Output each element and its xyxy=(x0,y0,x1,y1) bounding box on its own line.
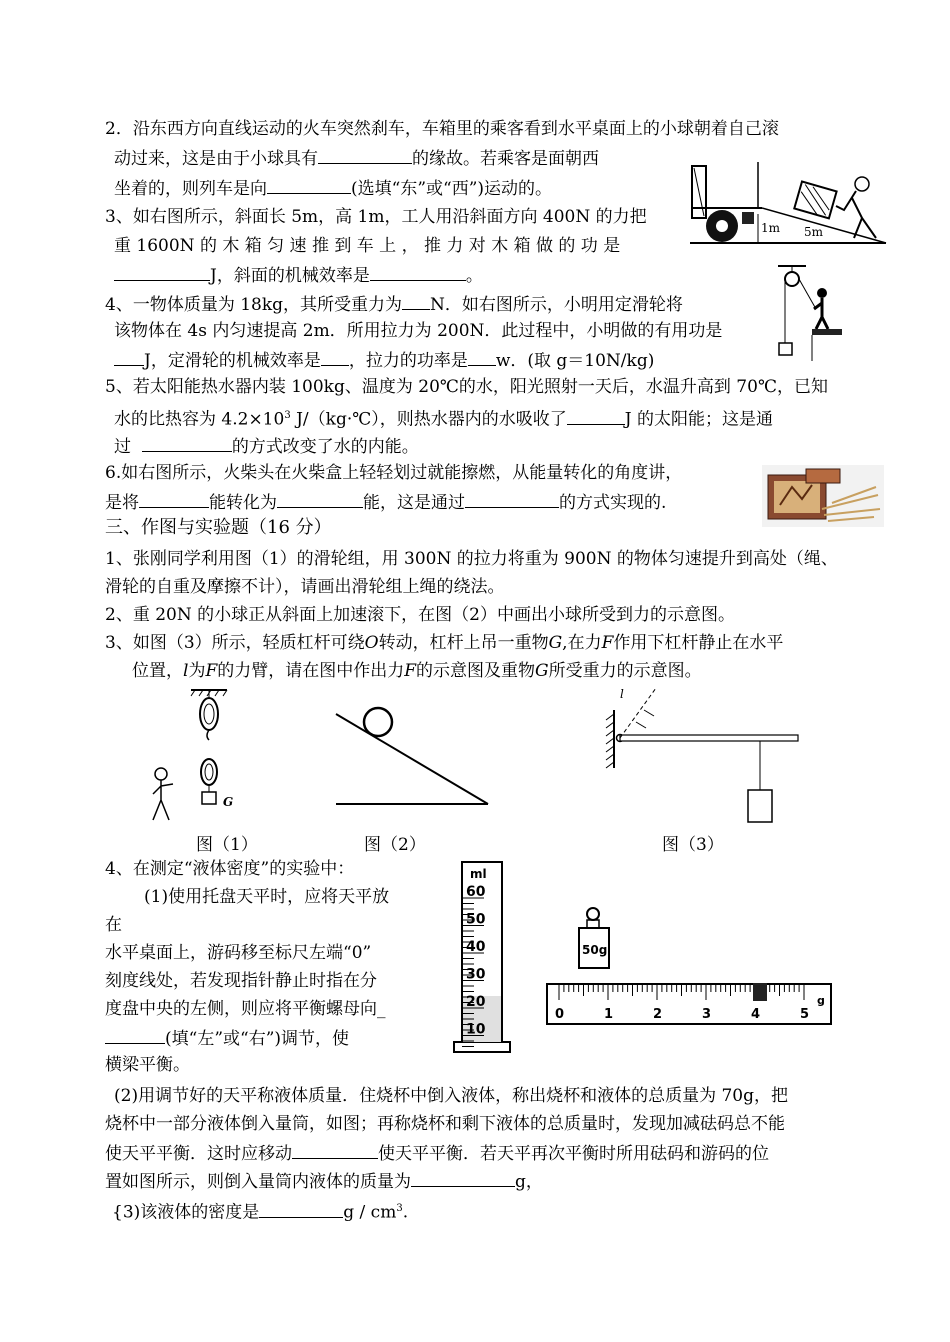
scale-tick-label: 4 xyxy=(751,1007,761,1022)
density-s3-text-a: {3)该液体的密度是 xyxy=(112,1202,260,1223)
q5-line2-text-a: 水的比热容为 4.2×10 xyxy=(114,409,285,430)
q3-line3-text-b: 。 xyxy=(465,266,483,286)
q5-line3-text-b: 的方式改变了水的内能。 xyxy=(231,437,419,457)
s3-p3-text: 所受重力的示意图。 xyxy=(548,661,702,681)
density-title: 4、在测定“液体密度”的实验中： xyxy=(105,859,355,879)
density-s2-line4-text-a: 置如图所示，则倒入量筒内液体的质量为 xyxy=(105,1172,411,1192)
density-s1-line6 xyxy=(105,1026,349,1050)
q4-line1 xyxy=(105,292,683,316)
q6-line2-text-a: 是将 xyxy=(105,493,139,513)
q5-line2-text-c: J 的太阳能；这是通 xyxy=(624,409,773,430)
answer-blank[interactable] xyxy=(142,434,232,452)
scale-tick-label: 0 xyxy=(555,1007,565,1022)
answer-blank[interactable] xyxy=(259,1200,343,1218)
q6-line2 xyxy=(105,490,666,514)
answer-blank[interactable] xyxy=(465,490,559,508)
answer-blank[interactable] xyxy=(411,1169,515,1187)
symbol-g: G xyxy=(535,661,549,681)
q4-line3-text-b: ，拉力的功率是 xyxy=(348,351,468,371)
s3-p3-line2 xyxy=(132,660,702,682)
answer-blank[interactable] xyxy=(321,348,349,366)
q3-line3 xyxy=(114,263,483,287)
answer-blank[interactable] xyxy=(277,490,363,508)
cylinder-unit: ml xyxy=(470,867,487,881)
s3-p3-line1 xyxy=(105,632,783,654)
section3-title: 三、作图与实验题（16 分） xyxy=(105,517,332,538)
cylinder-tick-label: 40 xyxy=(466,939,486,955)
q6-line2-text-c: 能，这是通过 xyxy=(363,493,465,513)
matchbox-figure xyxy=(762,465,884,527)
s3-p3-text: 作用下杠杆静止在水平 xyxy=(613,633,784,653)
answer-blank[interactable] xyxy=(139,490,209,508)
density-s2-line4-text-b: g， xyxy=(515,1172,543,1192)
q2-line2 xyxy=(114,146,599,170)
density-s2-line2: 烧杯中一部分液体倒入量筒，如图；再称烧杯和剩下液体的总质量时，发现加减砝码总不能 xyxy=(105,1114,785,1134)
figure2-caption: 图（2） xyxy=(364,835,426,855)
q4-line3-text-c: w．(取 g＝10N/kg) xyxy=(495,351,655,371)
fixed-pulley-figure xyxy=(772,263,844,363)
q4-line2: 该物体在 4s 内匀速提高 2m．所用拉力为 200N．此过程中，小明做的有用功是 xyxy=(114,321,723,341)
q4-line3-text-a: J，定滑轮的机械效率是 xyxy=(144,351,321,371)
density-exponent: 3 xyxy=(396,1203,403,1214)
q5-line1: 5、若太阳能热水器内装 100kg、温度为 20℃的水，阳光照射一天后，水温升高到 70℃，已知 xyxy=(105,377,828,397)
scale-tick-label: 5 xyxy=(800,1007,810,1022)
s3-p3-text: ,在力 xyxy=(562,633,602,653)
s3-p3-text: 的示意图及重物 xyxy=(416,661,536,681)
scale-tick-label: 1 xyxy=(604,1007,614,1022)
density-s1-line5: 度盘中央的左侧，则应将平衡螺母向_ xyxy=(105,999,386,1019)
answer-blank[interactable] xyxy=(114,263,210,281)
s3-p2: 2、重 20N 的小球正从斜面上加速滚下，在图（2）中画出小球所受到力的示意图。 xyxy=(105,605,735,625)
density-s1-line2: 在 xyxy=(105,915,122,935)
density-s2-line3 xyxy=(105,1141,769,1165)
q6-line2-text-d: 的方式实现的. xyxy=(559,493,667,513)
q4-line1-text-b: N．如右图所示，小明用定滑轮将 xyxy=(430,295,683,315)
density-s2-line4 xyxy=(105,1169,543,1193)
q6-line2-text-b: 能转化为 xyxy=(209,493,277,513)
symbol-f: F xyxy=(404,661,417,681)
rider-marker[interactable] xyxy=(753,983,767,1001)
answer-blank[interactable] xyxy=(402,292,430,310)
wooden-crate xyxy=(794,182,836,219)
density-s2-line3-text-b: 使天平平衡．若天平再次平衡时所用砝码和游码的位 xyxy=(378,1144,769,1164)
q2-line2-text-a: 动过来，这是由于小球具有 xyxy=(114,149,318,169)
answer-blank[interactable] xyxy=(318,146,412,164)
q5-line3 xyxy=(114,434,419,458)
s3-p3-text: 3、如图（3）所示，轻质杠杆可绕 xyxy=(105,633,365,653)
weight-50g xyxy=(576,906,612,972)
lever-arm-label: l xyxy=(620,687,624,701)
answer-blank[interactable] xyxy=(105,1026,165,1044)
symbol-f: F xyxy=(601,633,614,653)
weight-g-label: G xyxy=(223,795,234,809)
q2-line3-text-a: 坐着的，则列车是向 xyxy=(114,179,267,199)
figure1-caption: 图（1） xyxy=(196,835,258,855)
incline-truck-figure xyxy=(686,158,890,252)
q5-line2 xyxy=(114,405,773,431)
cylinder-tick-label: 10 xyxy=(466,1021,486,1038)
density-s1-line4: 刻度线处，若发现指针静止时指在分 xyxy=(105,971,377,991)
cylinder-tick-label: 50 xyxy=(466,911,486,928)
answer-blank[interactable] xyxy=(370,263,466,281)
incline-height-label: 1m xyxy=(761,221,781,235)
q2-line3-text-b: (选填“东”或“西”)运动的。 xyxy=(351,179,553,199)
ball-incline-figure xyxy=(330,702,492,812)
density-s1-line6-text: (填“左”或“右”)调节，使 xyxy=(165,1029,350,1049)
q2-line1: 2．沿东西方向直线运动的火车突然刹车，车箱里的乘客看到水平桌面上的小球朝着自己滚 xyxy=(105,119,779,139)
q2-line2-text-b: 的缘故。若乘客是面朝西 xyxy=(412,149,599,169)
s3-p3-text: 的力臂，请在图中作出力 xyxy=(217,661,405,681)
s3-p1-line1: 1、张刚同学利用图（1）的滑轮组，用 300N 的拉力将重为 900N 的物体匀速提升到高处（绳、 xyxy=(105,549,838,569)
weight-label: 50g xyxy=(582,943,608,957)
density-s2-line3-text-a: 使天平平衡．这时应移动 xyxy=(105,1144,292,1164)
density-s3-text-c: . xyxy=(402,1202,409,1223)
s3-p3-text: 转动，杠杆上吊一重物 xyxy=(378,633,549,653)
pulley-block-figure xyxy=(145,688,245,828)
density-s3-line xyxy=(112,1198,408,1224)
q4-line1-text-a: 4、一物体质量为 18kg，其所受重力为 xyxy=(105,295,403,315)
q6-line1: 6.如右图所示，火柴头在火柴盒上轻轻划过就能擦燃，从能量转化的角度讲， xyxy=(105,463,683,483)
q3-line2: 重 1600N 的 木 箱 匀 速 推 到 车 上 ， 推 力 对 木 箱 做 的 功 是 xyxy=(114,236,621,256)
balance-rider-scale xyxy=(545,982,835,1028)
density-s2-line1: (2)用调节好的天平称液体质量．住烧杯中倒入液体，称出烧杯和液体的总质量为 70g，把 xyxy=(114,1086,788,1106)
symbol-g: G xyxy=(548,633,563,653)
density-s1-line7: 横梁平衡。 xyxy=(105,1055,190,1075)
s3-p3-text: 位置， xyxy=(132,661,183,681)
cylinder-tick-label: 60 xyxy=(466,884,486,900)
cylinder-tick-label: 20 xyxy=(466,994,486,1010)
lever-figure xyxy=(598,684,804,828)
scale-tick-label: 2 xyxy=(653,1007,663,1022)
symbol-f: F xyxy=(205,661,218,681)
answer-blank[interactable] xyxy=(567,407,625,425)
answer-blank[interactable] xyxy=(292,1141,378,1159)
answer-blank[interactable] xyxy=(468,348,496,366)
cylinder-tick-label: 30 xyxy=(466,966,486,983)
symbol-o: O xyxy=(364,633,379,653)
density-s1-line3: 水平桌面上，游码移至标尺左端“0” xyxy=(105,943,372,963)
answer-blank[interactable] xyxy=(114,348,144,366)
graduated-cylinder xyxy=(452,856,516,1056)
scale-tick-label: 3 xyxy=(702,1007,712,1022)
density-s3-text-b: g / cm xyxy=(343,1202,397,1223)
q3-line1: 3、如右图所示，斜面长 5m，高 1m，工人用沿斜面方向 400N 的力把 xyxy=(105,207,647,227)
scale-unit: g xyxy=(817,994,825,1007)
s3-p3-text: 为 xyxy=(188,661,206,681)
q2-line3 xyxy=(114,176,552,200)
q5-line2-text-b: J/（kg·℃），则热水器内的水吸收了 xyxy=(290,409,567,430)
figure3-caption: 图（3） xyxy=(662,835,724,855)
density-s1-line1: (1)使用托盘天平时，应将天平放 xyxy=(144,887,390,907)
answer-blank[interactable] xyxy=(267,176,351,194)
q5-exponent: 3 xyxy=(284,410,291,421)
q3-line3-text-a: J，斜面的机械效率是 xyxy=(210,266,370,286)
q4-line3 xyxy=(114,348,654,372)
s3-p1-line2: 滑轮的自重及摩擦不计），请画出滑轮组上绳的绕法。 xyxy=(105,577,505,597)
symbol-l: l xyxy=(183,661,189,681)
incline-length-label: 5m xyxy=(804,225,824,239)
q5-line3-text-a: 过 xyxy=(114,437,131,457)
